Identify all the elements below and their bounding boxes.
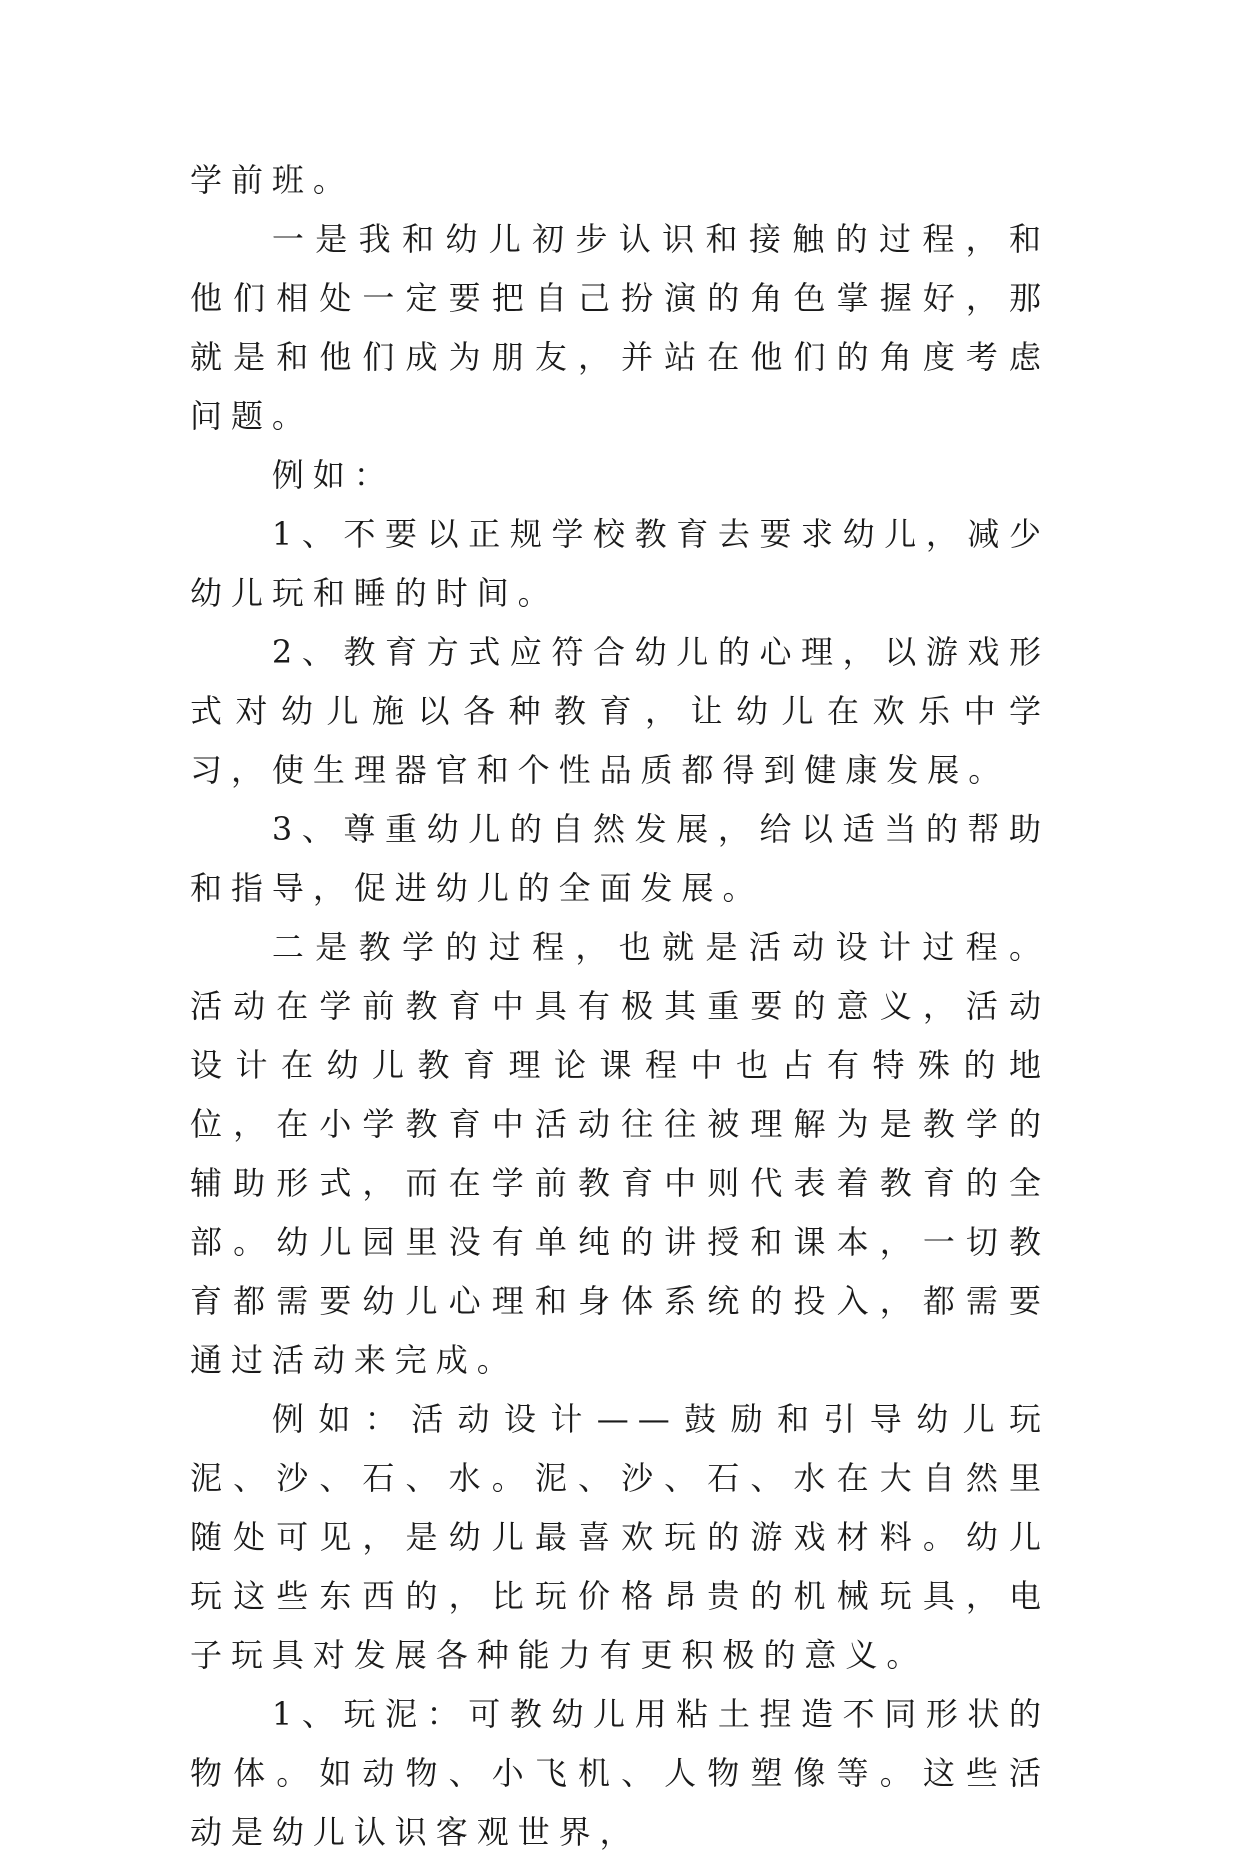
paragraph: 二是教学的过程，也就是活动设计过程。活动在学前教育中具有极其重要的意义，活动设计在幼儿教育理论课程中也占有特殊的地位，在小学教育中活动往往被理解为是教学的辅助形式，而在学前教育中则代表着教育的全部。幼儿园里没有单纯的讲授和课本，一切教育都需要幼儿心理和身体系统的投入，都需要通过活动来完成。 [190,928,1050,1379]
paragraph: 1、不要以正规学校教育去要求幼儿，减少幼儿玩和睡的时间。 [190,515,1050,612]
paragraph: 一是我和幼儿初步认识和接触的过程，和他们相处一定要把自己扮演的角色掌握好，那就是和他们成为朋友，并站在他们的角度考虑问题。 [190,220,1050,435]
paragraph: 1、玩泥：可教幼儿用粘土捏造不同形状的物体。如动物、小飞机、人物塑像等。这些活动是幼儿认识客观世界， [190,1695,1050,1851]
paragraph: 3、尊重幼儿的自然发展，给以适当的帮助和指导，促进幼儿的全面发展。 [190,810,1050,907]
paragraph: 学前班。 [190,161,354,199]
paragraph: 例如： [271,456,395,494]
paragraph: 2、教育方式应符合幼儿的心理，以游戏形式对幼儿施以各种教育，让幼儿在欢乐中学习，使生理器官和个性品质都得到健康发展。 [190,633,1050,789]
paragraph: 例如：活动设计——鼓励和引导幼儿玩泥、沙、石、水。泥、沙、石、水在大自然里随处可见，是幼儿最喜欢玩的游戏材料。幼儿玩这些东西的，比玩价格昂贵的机械玩具，电子玩具对发展各种能力有更积极的意义。 [190,1400,1050,1674]
body-text [190,151,1050,1862]
